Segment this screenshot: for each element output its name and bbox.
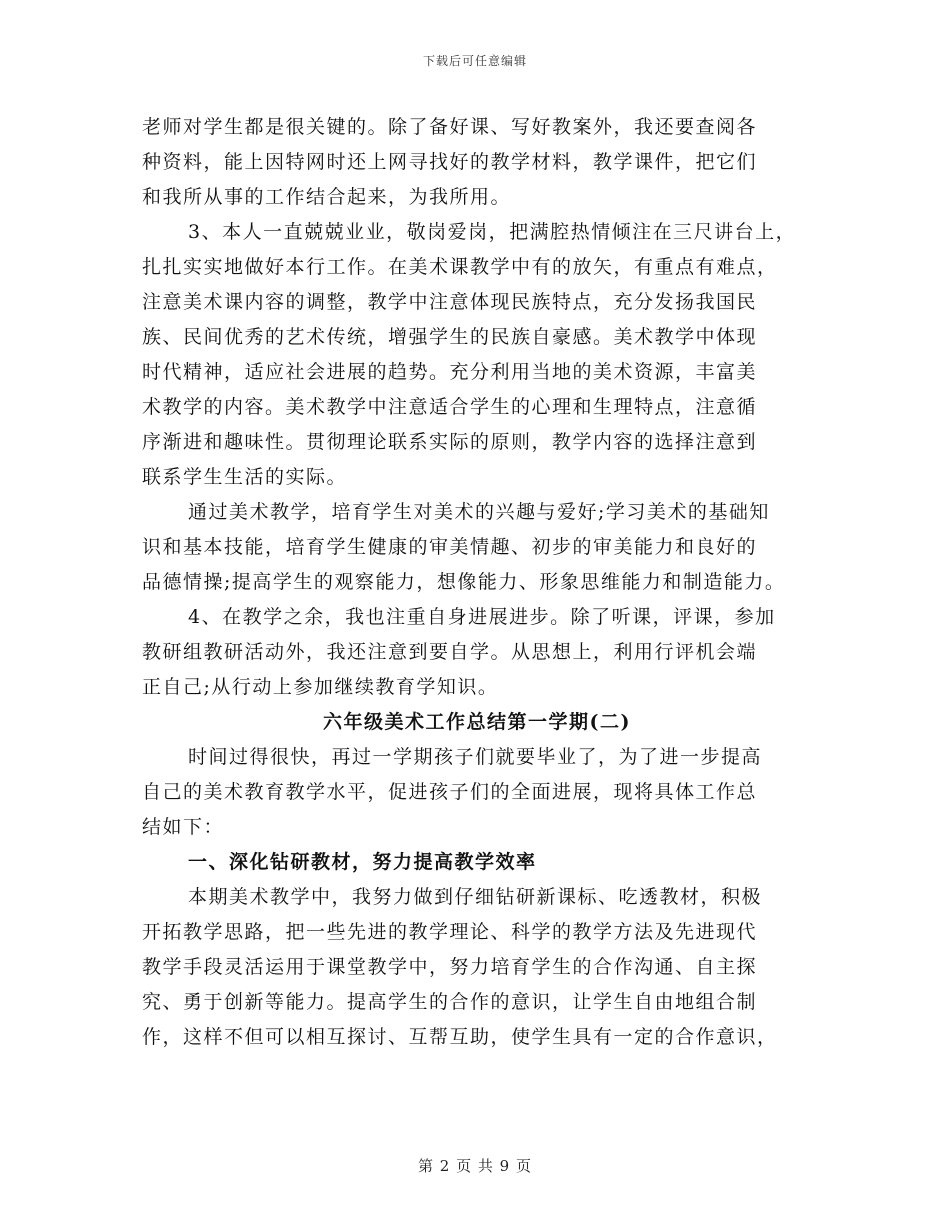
text-line: 教学手段灵活运用于课堂教学中，努力培育学生的合作沟通、自主探	[142, 956, 758, 978]
text-line: 和我所从事的工作结合起来，为我所用。	[142, 186, 512, 208]
text-line: 种资料，能上因特网时还上网寻找好的教学材料，教学课件，把它们	[142, 151, 758, 173]
text-line: 开拓教学思路，把一些先进的教学理论、科学的教学方法及先进现代	[142, 921, 758, 943]
section-heading: 一、深化钻研教材，努力提高教学效率	[188, 851, 537, 873]
text-line: 老师对学生都是很关键的。除了备好课、写好教案外，我还要查阅各	[142, 116, 758, 138]
text-line: 时代精神，适应社会进展的趋势。充分利用当地的美术资源，丰富美	[142, 361, 758, 383]
text-line: 序渐进和趣味性。贯彻理论联系实际的原则，教学内容的选择注意到	[142, 431, 758, 453]
text-line: 时间过得很快，再过一学期孩子们就要毕业了，为了进一步提高	[188, 746, 763, 768]
text-line: 作，这样不但可以相互探讨、互帮互助，使学生具有一定的合作意识，	[142, 1026, 778, 1048]
header-note: 下载后可任意编辑	[422, 54, 527, 68]
text-line: 究、勇于创新等能力。提高学生的合作的意识，让学生自由地组合制	[142, 991, 758, 1013]
text-line: 注意美术课内容的调整，教学中注意体现民族特点，充分发扬我国民	[142, 291, 758, 313]
text-line: 结如下：	[142, 816, 225, 838]
text-line: 正自己;从行动上参加继续教育学知识。	[142, 676, 499, 698]
text-line: 4、在教学之余，我也注重自身进展进步。除了听课，评课，参加	[188, 606, 776, 628]
text-line: 通过美术教学，培育学生对美术的兴趣与爱好;学习美术的基础知	[188, 501, 770, 523]
text-line: 扎扎实实地做好本行工作。在美术课教学中有的放矢，有重点有难点，	[142, 256, 778, 278]
text-line: 自己的美术教育教学水平，促进孩子们的全面进展，现将具体工作总	[142, 781, 758, 803]
text-line: 教研组教研活动外，我还注意到要自学。从思想上，利用行评机会端	[142, 641, 758, 663]
text-line: 术教学的内容。美术教学中注意适合学生的心理和生理特点，注意循	[142, 396, 758, 418]
text-line: 识和基本技能，培育学生健康的审美情趣、初步的审美能力和良好的	[142, 536, 758, 558]
text-line: 本期美术教学中，我努力做到仔细钻研新课标、吃透教材，积极	[188, 886, 763, 908]
section-title: 六年级美术工作总结第一学期(二)	[323, 711, 631, 733]
text-line: 族、民间优秀的艺术传统，增强学生的民族自豪感。美术教学中体现	[142, 326, 758, 348]
text-line: 品德情操;提高学生的观察能力，想像能力、形象思维能力和制造能力。	[142, 571, 786, 593]
text-line: 联系学生生活的实际。	[142, 466, 348, 488]
page-number: 第 2 页 共 9 页	[418, 1157, 532, 1175]
text-line: 3、本人一直兢兢业业，敬岗爱岗，把满腔热情倾注在三尺讲台上，	[188, 221, 797, 243]
document-body	[142, 110, 812, 1055]
